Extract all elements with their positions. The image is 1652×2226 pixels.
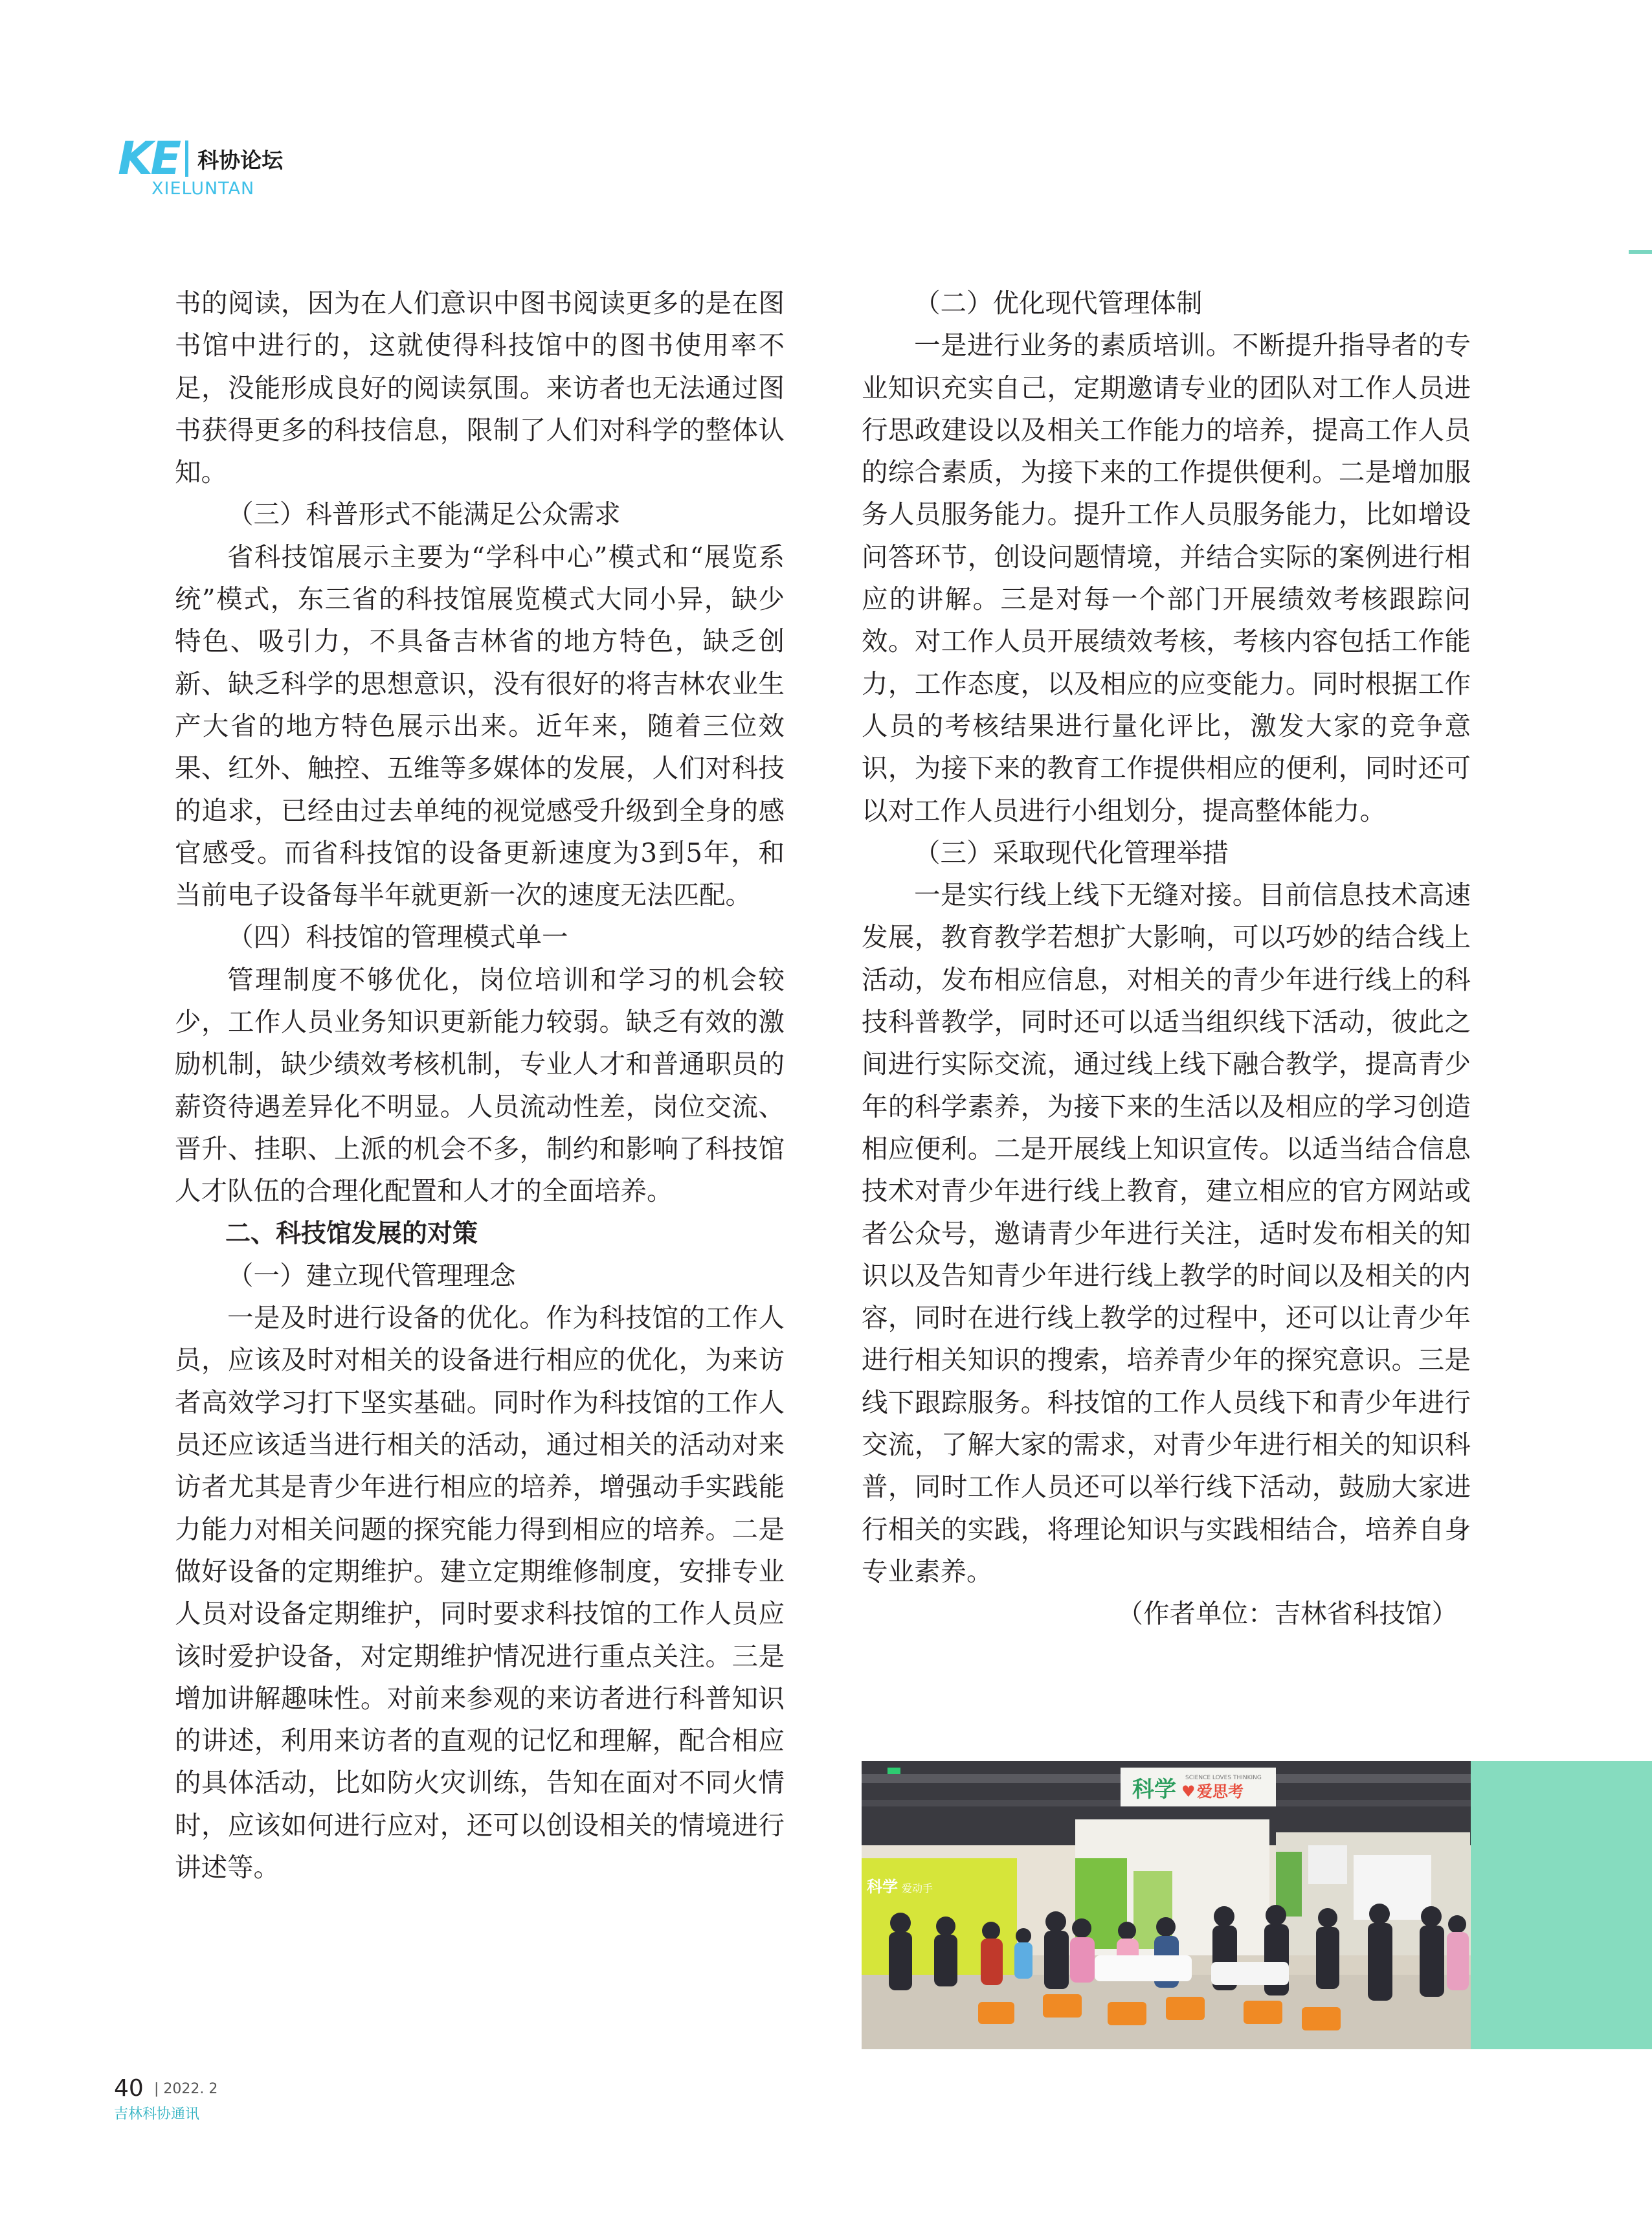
paragraph: 一是及时进行设备的优化。作为科技馆的工作人员，应该及时对相关的设备进行相应的优化，为来访者高效学习打下坚实基础。同时作为科技馆的工作人员还应该适当进行相关的活动，通过相关的活动对来访者尤其是青少年进行相应的培养，增强动手实践能力能力对相关问题的探究能力得到相应的培养。二是做好设备的定期维护。建立定期维修制度，安排专业人员对设备定期维护，同时要求科技馆的工作人员应该时爱护设备，对定期维护情况进行重点关注。三是增加讲解趣味性。对前来参观的来访者进行科普知识的讲述，利用来访者的直观的记忆和理解，配合相应的具体活动，比如防火灾训练，告知在面对不同火情时，应该如何进行应对，还可以创设相关的情境进行讲述等。 (175, 1302, 785, 1883)
logo-divider (185, 141, 188, 177)
section-title: 科协论坛 (197, 147, 284, 173)
paragraph: 管理制度不够优化，岗位培训和学习的机会较少，工作人员业务知识更新能力较弱。缺乏有效的激励机制，缺少绩效考核机制，专业人才和普通职员的薪资待遇差异化不明显。人员流动性差，岗位交流、晋升、挂职、上派的机会不多，制约和影响了科技馆人才队伍的合理化配置和人才的全面培养。 (175, 963, 785, 1207)
paragraph: 书的阅读，因为在人们意识中图书阅读更多的是在图书馆中进行的，这就使得科技馆中的图书使用率不足，没能形成良好的阅读氛围。来访者也无法通过图书获得更多的科技信息，限制了人们对科学的整体认知。 (175, 287, 785, 488)
section-logo (118, 132, 284, 185)
subheading: （二）优化现代管理体制 (914, 287, 1203, 319)
right-column (862, 282, 1471, 1636)
subheading: （一）建立现代管理理念 (227, 1259, 516, 1291)
photo-backdrop (1447, 1761, 1652, 2049)
paragraph: 省科技馆展示主要为“学科中心”模式和“展览系统”模式，东三省的科技馆展览模式大同小异，缺少特色、吸引力，不具备吉林省的地方特色，缺乏创新、缺乏科学的思想意识，没有很好的将吉林农业生产大省的地方特色展示出来。近年来，随着三位效果、红外、触控、五维等多媒体的发展，人们对科技的追求，已经由过去单纯的视觉感受升级到全身的感官感受。而省科技馆的设备更新速度为3到5年，和当前电子设备每半年就更新一次的速度无法匹配。 (175, 541, 785, 911)
paragraph: 一是进行业务的素质培训。不断提升指导者的专业知识充实自己，定期邀请专业的团队对工作人员进行思政建设以及相关工作能力的培养，提高工作人员的综合素质，为接下来的工作提供便利。二是增加服务人员服务能力。提升工作人员服务能力，比如增设问答环节，创设问题情境，并结合实际的案例进行相应的讲解。三是对每一个部门开展绩效考核跟踪问效。对工作人员开展绩效考核，考核内容包括工作能力，工作态度，以及相应的应变能力。同时根据工作人员的考核结果进行量化评比，激发大家的竞争意识，为接下来的教育工作提供相应的便利，同时还可以对工作人员进行小组划分，提高整体能力。 (862, 330, 1471, 826)
sign-main-text: 科学 (1132, 1777, 1176, 1803)
paragraph: 一是实行线上线下无缝对接。目前信息技术高速发展，教育教学若想扩大影响，可以巧妙的结合线上活动，发布相应信息，对相关的青少年进行线上的科技科普教学，同时还可以适当组织线下活动，彼此之间进行实际交流，通过线上线下融合教学，提高青少年的科学素养，为接下来的生活以及相应的学习创造相应便利。二是开展线上知识宣传。以适当结合信息技术对青少年进行线上教育，建立相应的官方网站或者公众号，邀请青少年进行关注，适时发布相关的知识以及告知青少年进行线上教学的时间以及相关的内容，同时在进行线上教学的过程中，还可以让青少年进行相关知识的搜索，培养青少年的探究意识。三是线下跟踪服务。科技馆的工作人员线下和青少年进行交流，了解大家的需求，对青少年进行相关的知识科普，同时工作人员还可以举行线下活动，鼓励大家进行相关的实践，将理论知识与实践相结合，培养自身专业素养。 (862, 879, 1471, 1587)
sign-english-text: SCIENCE LOVES THINKING (1185, 1775, 1262, 1781)
sign-sub-text: 爱思考 (1197, 1782, 1244, 1801)
section-pinyin: XIELUNTAN (151, 179, 255, 199)
side-sign-text: 科学 (867, 1878, 898, 1896)
subheading: （三）采取现代化管理举措 (914, 837, 1229, 868)
exhibition-scene-illustration (862, 1761, 1471, 2049)
page-number: 40 (114, 2075, 144, 2102)
side-sign-sub: 爱动手 (902, 1882, 933, 1894)
edge-tick-mark (1629, 250, 1652, 254)
section-heading: 二、科技馆发展的对策 (225, 1219, 478, 1248)
subheading: （三）科普形式不能满足公众需求 (227, 499, 621, 530)
exhibition-hall-photo (862, 1761, 1471, 2049)
left-column (175, 282, 785, 1889)
issue-label: | 2022. 2 (154, 2081, 218, 2097)
ke-logo-mark: KE (118, 132, 179, 185)
author-affiliation: （作者单位：吉林省科技馆） (1117, 1598, 1458, 1630)
journal-name: 吉林科协通讯 (114, 2106, 200, 2122)
sign-heart-glyph: ♥ (1181, 1782, 1196, 1801)
subheading: （四）科技馆的管理模式单一 (227, 921, 568, 953)
